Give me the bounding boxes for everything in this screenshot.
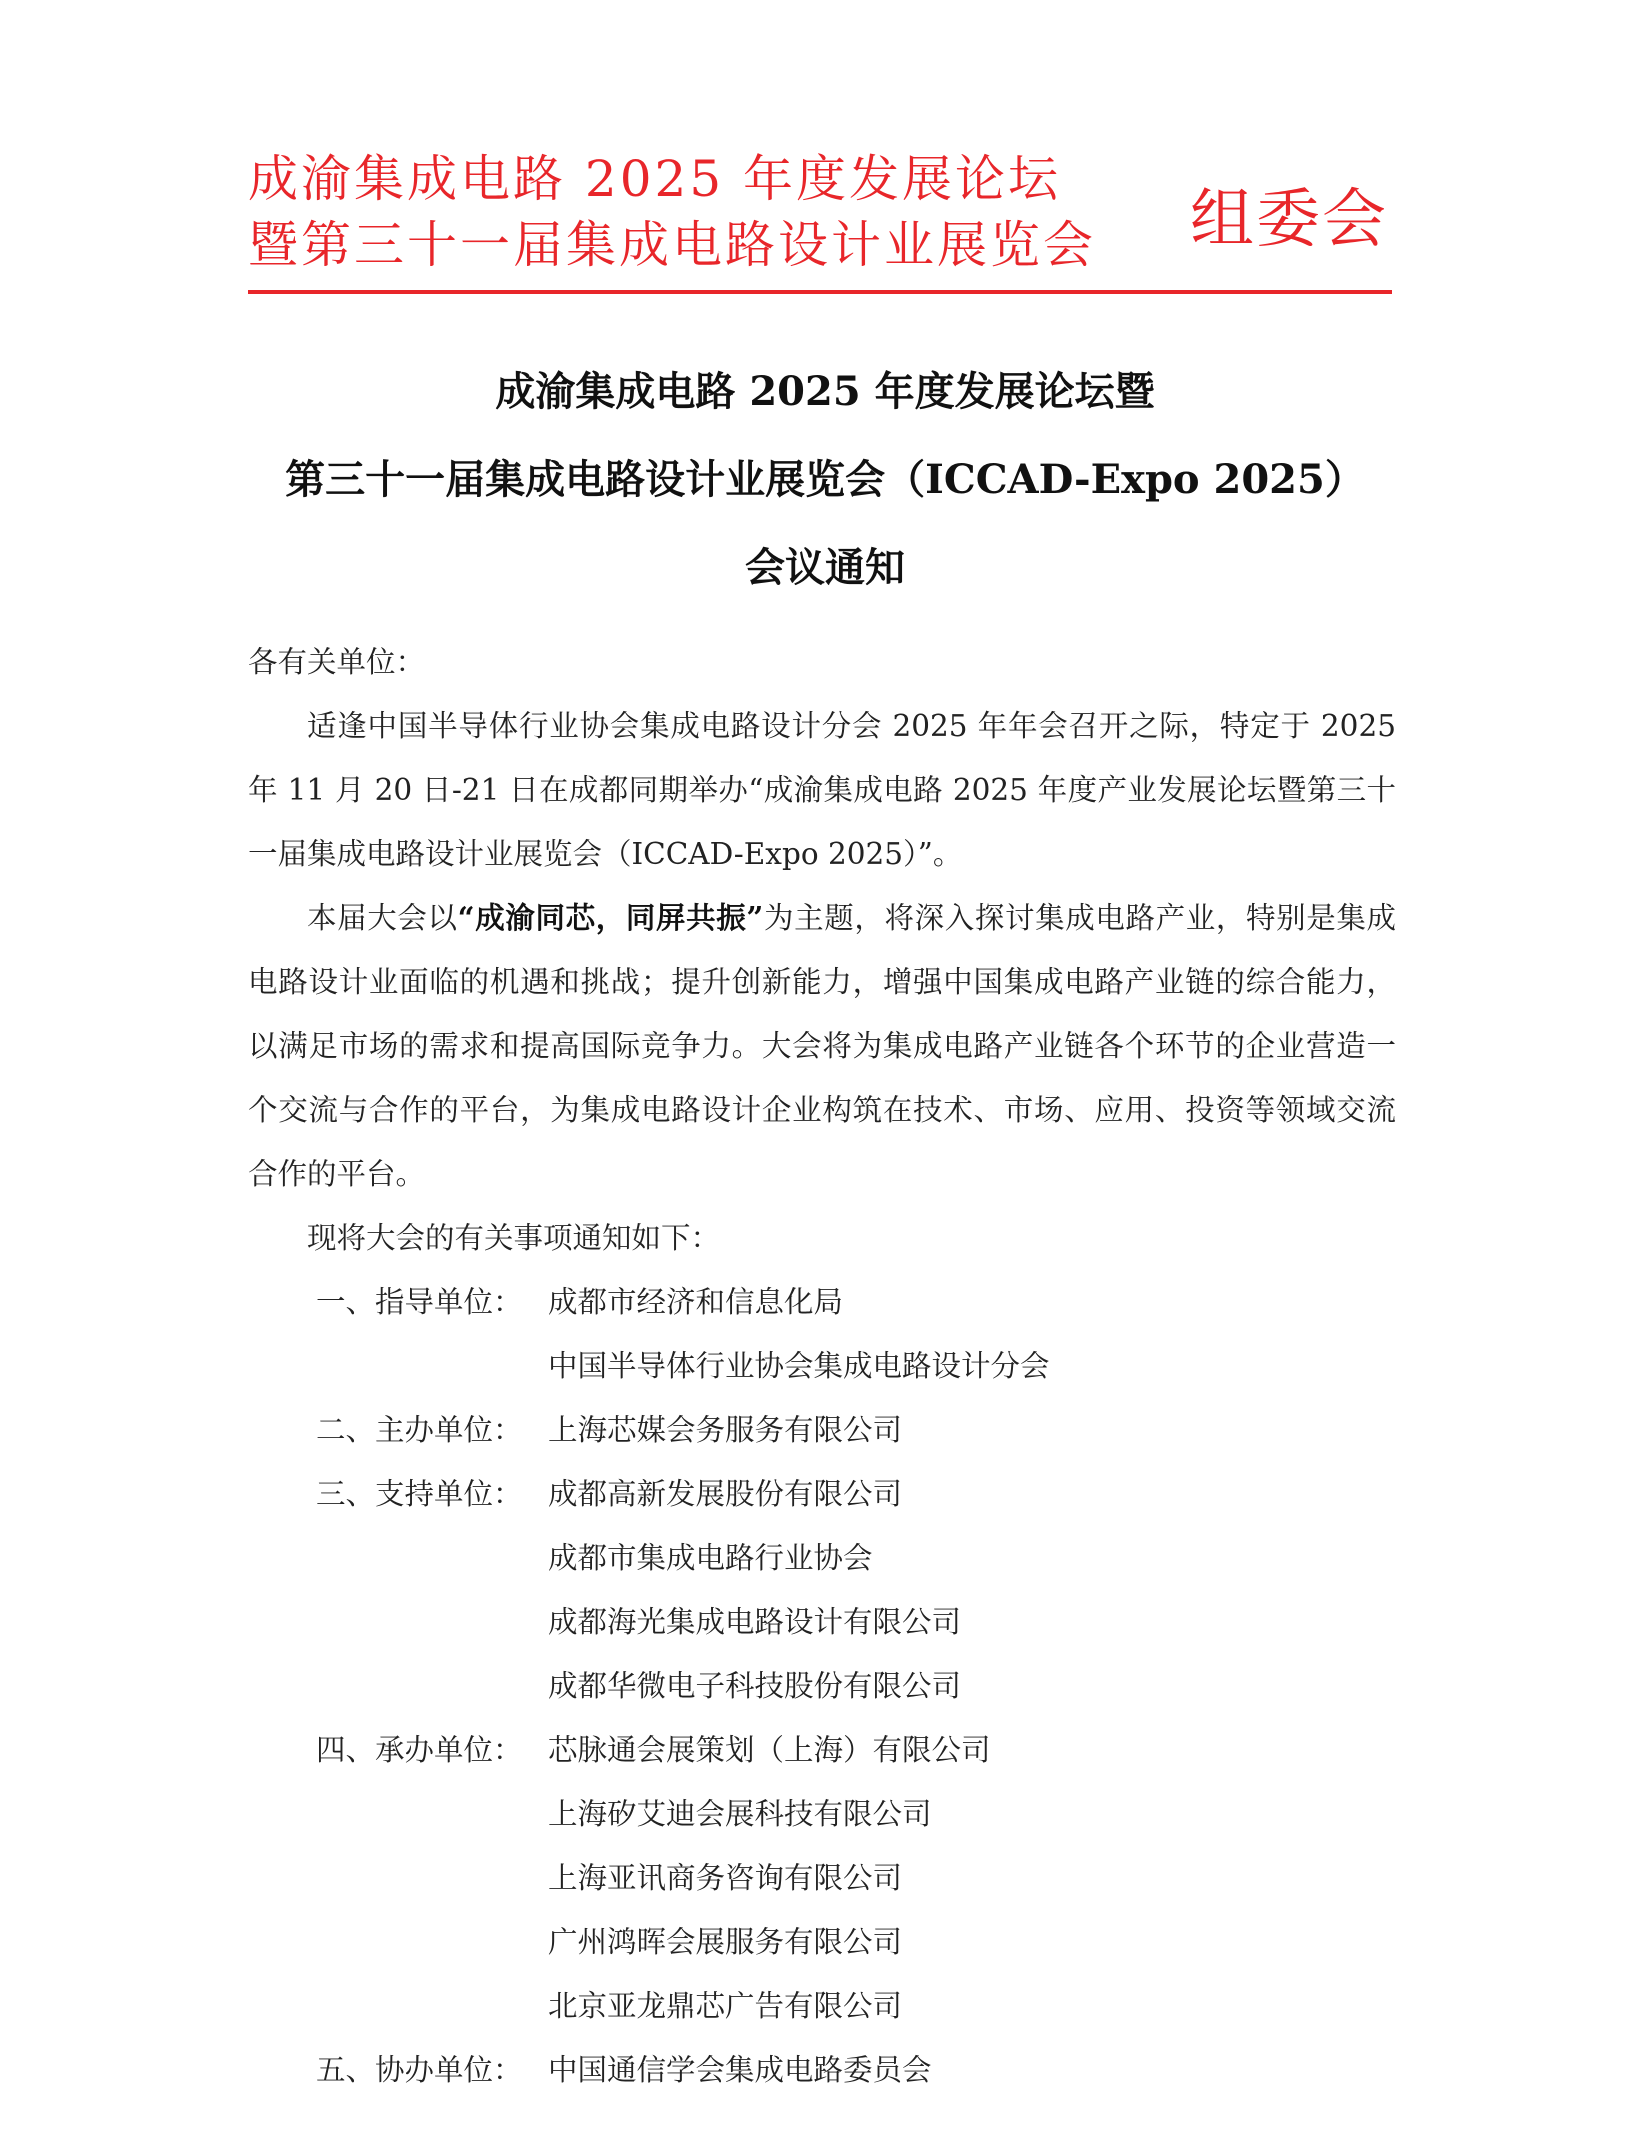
organization-name: 广州鸿晖会展服务有限公司 bbox=[548, 1925, 903, 1959]
letterhead-divider bbox=[248, 290, 1392, 294]
title-line-3: 会议通知 bbox=[745, 544, 905, 591]
letterhead bbox=[248, 140, 1392, 300]
organizer-list bbox=[248, 1270, 1396, 2102]
organizer-row bbox=[248, 1334, 1396, 1398]
paragraph-intro: 适逢中国半导体行业协会集成电路设计分会 2025 年年会召开之际，特定于 2025 年 11 月 20 日-21 日在成都同期举办“成渝集成电路 2025 年度产业发展论坛暨第三十一届集成电路设计业展览会（ICCAD-Expo 2025）”。 bbox=[248, 709, 1396, 871]
organization-name: 成都市集成电路行业协会 bbox=[548, 1541, 873, 1575]
salutation: 各有关单位： bbox=[248, 645, 426, 679]
letterhead-line-2: 暨第三十一届集成电路设计业展览会 bbox=[248, 216, 1096, 274]
organization-name: 成都华微电子科技股份有限公司 bbox=[548, 1669, 962, 1703]
organizer-row bbox=[248, 2038, 1396, 2102]
letterhead-committee: 组委会 bbox=[1190, 183, 1388, 257]
organizer-row bbox=[248, 1526, 1396, 1590]
organization-name: 成都海光集成电路设计有限公司 bbox=[548, 1605, 962, 1639]
organization-name: 上海矽艾迪会展科技有限公司 bbox=[548, 1797, 932, 1831]
section-label: 三、支持单位： bbox=[316, 1477, 523, 1511]
organization-name: 中国通信学会集成电路委员会 bbox=[548, 2053, 932, 2087]
section-label: 四、承办单位： bbox=[316, 1733, 523, 1767]
organizer-row bbox=[248, 1654, 1396, 1718]
document-body bbox=[248, 630, 1396, 2102]
theme-keyword: “成渝同芯，同屏共振” bbox=[457, 900, 764, 935]
section-label: 二、主办单位： bbox=[316, 1413, 523, 1447]
organizer-row bbox=[248, 1462, 1396, 1526]
organizer-row bbox=[248, 1846, 1396, 1910]
title-line-2: 第三十一届集成电路设计业展览会（ICCAD-Expo 2025） bbox=[285, 456, 1365, 503]
paragraph-notice: 现将大会的有关事项通知如下： bbox=[307, 1221, 721, 1255]
theme-lead-text: 本届大会以 bbox=[307, 901, 458, 935]
paragraph-theme bbox=[248, 886, 1396, 1206]
organizer-row bbox=[248, 1590, 1396, 1654]
section-label: 一、指导单位： bbox=[316, 1285, 523, 1319]
organization-name: 北京亚龙鼎芯广告有限公司 bbox=[548, 1989, 903, 2023]
organization-name: 成都高新发展股份有限公司 bbox=[548, 1477, 903, 1511]
organization-name: 上海亚讯商务咨询有限公司 bbox=[548, 1861, 903, 1895]
organizer-row bbox=[248, 1718, 1396, 1782]
organizer-row bbox=[248, 1398, 1396, 1462]
organization-name: 成都市经济和信息化局 bbox=[548, 1285, 844, 1319]
organizer-row bbox=[248, 1782, 1396, 1846]
letterhead-line-1: 成渝集成电路 2025 年度发展论坛 bbox=[248, 150, 1062, 208]
title-line-1: 成渝集成电路 2025 年度发展论坛暨 bbox=[495, 368, 1155, 415]
organization-name: 中国半导体行业协会集成电路设计分会 bbox=[548, 1349, 1050, 1383]
organization-name: 芯脉通会展策划（上海）有限公司 bbox=[548, 1733, 991, 1767]
organization-name: 上海芯媒会务服务有限公司 bbox=[548, 1413, 903, 1447]
letterhead-title bbox=[248, 146, 1096, 278]
organizer-row bbox=[248, 1974, 1396, 2038]
theme-body-text: 为主题，将深入探讨集成电路产业，特别是集成电路设计业面临的机遇和挑战；提升创新能力，增强中国集成电路产业链的综合能力，以满足市场的需求和提高国际竞争力。大会将为集成电路产业链各个环节的企业营造一个交流与合作的平台，为集成电路设计企业构筑在技术、市场、应用、投资等领域交流合作的平台。 bbox=[248, 901, 1396, 1191]
section-label: 五、协办单位： bbox=[316, 2053, 523, 2087]
organizer-row bbox=[248, 1910, 1396, 1974]
document-title bbox=[200, 348, 1450, 612]
organizer-row bbox=[248, 1270, 1396, 1334]
